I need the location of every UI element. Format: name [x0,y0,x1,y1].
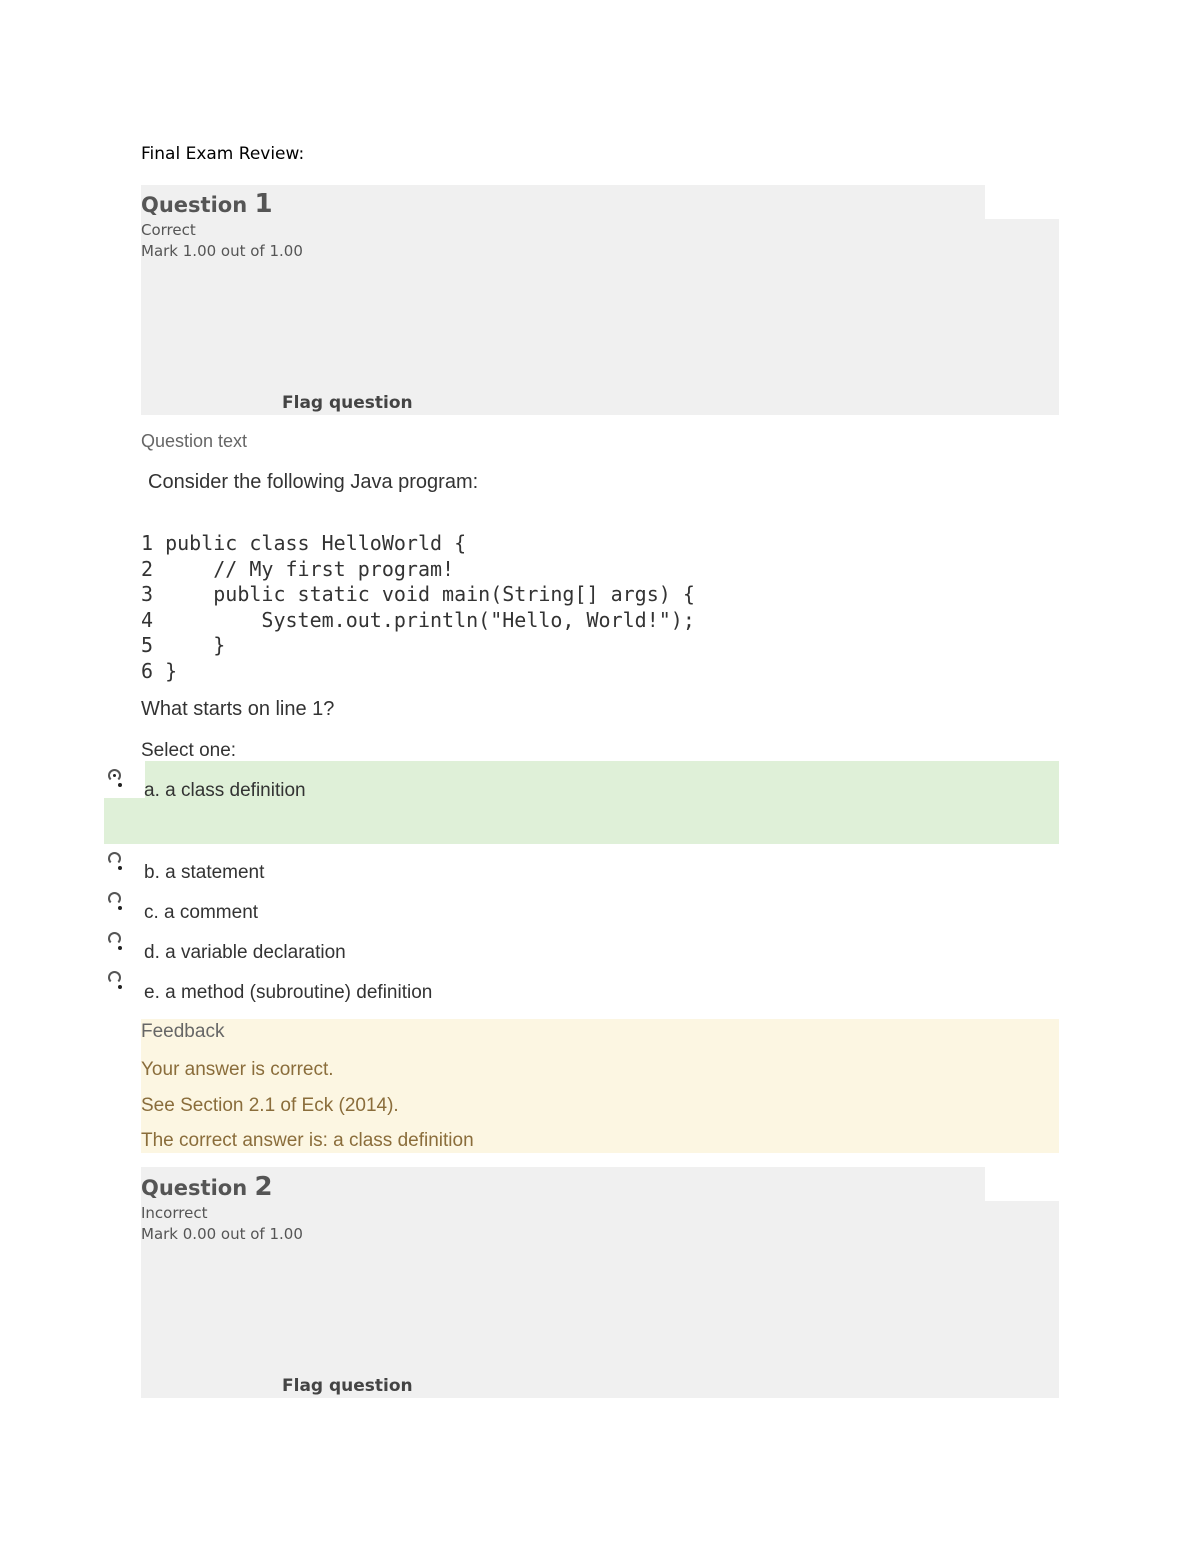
question-number: 2 [254,1172,273,1202]
answer-b-radio[interactable] [108,852,121,865]
radio-dot-icon [118,783,122,787]
radio-dot-icon [118,906,122,910]
question-2-heading [141,1172,273,1202]
question-2-mark: Mark 0.00 out of 1.00 [141,1225,303,1243]
question-label: Question [141,193,248,217]
answer-a-radio[interactable] [108,769,121,782]
answer-d-radio[interactable] [108,932,121,945]
feedback-result: Your answer is correct. [141,1059,334,1080]
answer-a-highlight-bottom [104,798,1059,844]
question-text-label: Question text [141,431,248,451]
question-1-mark: Mark 1.00 out of 1.00 [141,242,303,260]
question-1-heading [141,189,273,219]
answer-e-label[interactable]: e. a method (subroutine) definition [144,982,433,1003]
code-line: 5 } [141,633,226,657]
select-one-label: Select one: [141,740,237,761]
answer-e-radio[interactable] [108,971,121,984]
answer-d-label[interactable]: d. a variable declaration [144,942,346,963]
question-2-status: Incorrect [141,1204,208,1222]
radio-dot-icon [118,946,122,950]
code-line: 1 public class HelloWorld { [141,531,467,555]
question-1-flag-button[interactable]: Flag question [282,393,413,413]
question-1-status: Correct [141,221,196,239]
document-title: Final Exam Review: [141,144,305,164]
question-prompt: Consider the following Java program: [148,471,479,493]
code-line: 2 // My first program! [141,556,455,581]
answer-a-label[interactable]: a. a class definition [144,780,306,801]
feedback-reference: See Section 2.1 of Eck (2014). [141,1095,399,1116]
radio-dot-icon [118,866,122,870]
question-2-flag-button[interactable]: Flag question [282,1376,413,1396]
code-block [141,531,695,684]
question-label: Question [141,1176,248,1200]
question-number: 1 [254,189,273,219]
feedback-heading: Feedback [141,1021,225,1042]
answer-c-label[interactable]: c. a comment [144,902,259,923]
code-line: 6 } [141,658,178,683]
question-stem: What starts on line 1? [141,698,335,720]
code-line: 3 public static void main(String[] args) { [141,582,695,606]
code-line: 4 System.out.println("Hello, World!"); [141,607,695,632]
feedback-correct-answer: The correct answer is: a class definition [141,1130,474,1151]
answer-b-label[interactable]: b. a statement [144,862,265,883]
radio-dot-icon [118,985,122,989]
answer-c-radio[interactable] [108,892,121,905]
